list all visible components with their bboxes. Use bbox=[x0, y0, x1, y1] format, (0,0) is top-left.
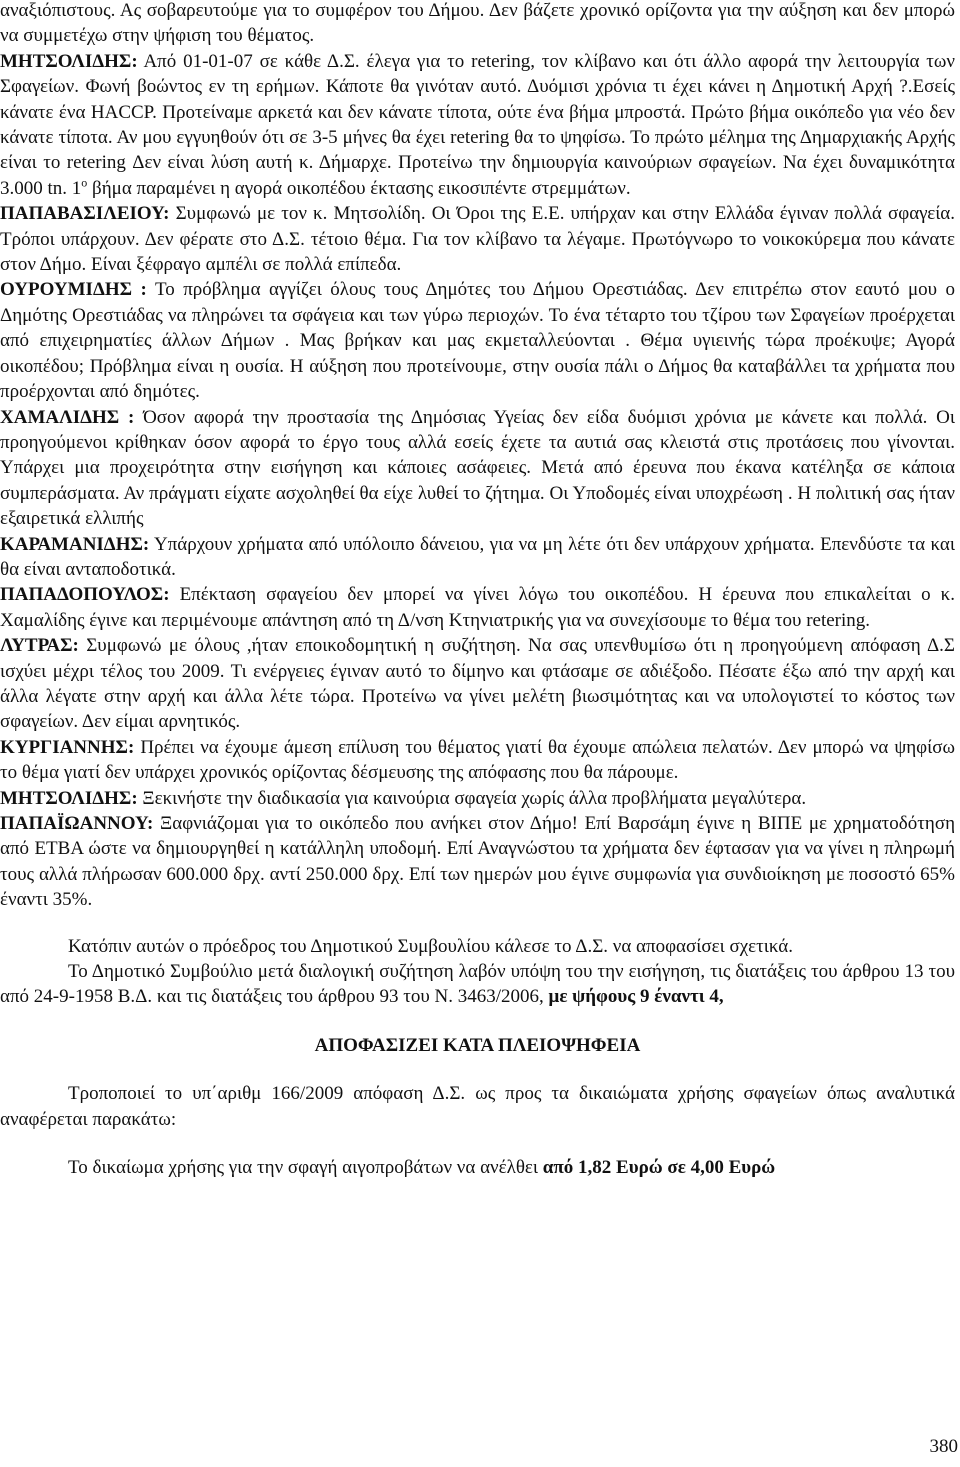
paragraph-karamanidis bbox=[0, 532, 955, 583]
spacer bbox=[0, 1010, 955, 1033]
paragraph-mitsolidis-2 bbox=[0, 786, 955, 811]
paragraph-text: Το πρόβλημα αγγίζει όλους τους Δημότες του Δήμου Ορεστιάδας. Δεν επιτρέπω στον εαυτό μου ο Δημότης Ορεστιάδας να πληρώνει τα σφάγεια και των γύρω περιοχών. Το ένα τέταρτο του τζίρου των Σφαγείων προέρχεται από επιχειρηματίες άλλων Δήμων . Μας βρήκαν και μας εκμεταλλεύονται . Θέμα υγιεινής τώρα προέκυψε; Αγορά οικοπέδου; Πρόβλημα είναι η ουσία. Η αύξηση που προτείνουμε, στην ουσία πάλι ο Δήμος θα καταβάλλει τα χρήματα που προέρχονται από δημότες. bbox=[0, 279, 955, 403]
paragraph-text: Πρέπει να έχουμε άμεση επίλυση του θέματος γιατί θα έχουμε απώλεια πελατών. Δεν μπορώ να ψηφίσω το θέμα γιατί δεν υπάρχει χρονικός ορίζοντας δέσμευσης της απόφασης που θα πάρουμε. bbox=[0, 736, 956, 784]
vote-count: με ψήφους 9 έναντι 4, bbox=[543, 986, 724, 1008]
paragraph-papavasileiou bbox=[0, 201, 955, 277]
speaker-name: ΠΑΠΑΒΑΣΙΛΕΙΟΥ: bbox=[0, 203, 170, 225]
spacer bbox=[0, 1058, 955, 1081]
speaker-name: ΚΥΡΓΙΑΝΝΗΣ: bbox=[0, 736, 135, 758]
decision-heading: ΑΠΟΦΑΣΙΖΕΙ ΚΑΤΑ ΠΛΕΙΟΨΗΦΕΙΑ bbox=[314, 1034, 641, 1056]
paragraph-lytras bbox=[0, 633, 955, 735]
paragraph-mitsolidis-1 bbox=[0, 49, 955, 201]
paragraph-kyrgiannis bbox=[0, 735, 955, 786]
speaker-name: ΚΑΡΑΜΑΝΙΔΗΣ: bbox=[0, 533, 150, 555]
paragraph-text: Επέκταση σφαγείου δεν μπορεί να γίνει λόγω του οικοπέδου. Η έρευνα που επικαλείται ο κ. Χαμαλίδης έγινε και περιμένουμε απάντηση από τη Δ/νση Κτηνιατρικής για να συνεχίσουμε το θέμα του retering. bbox=[0, 584, 956, 631]
decision-fee bbox=[0, 1155, 955, 1180]
spacer bbox=[0, 1132, 955, 1155]
paragraph-text: αναξιόπιστους. Ας σοβαρευτούμε για το συμφέρον του Δήμου. Δεν βάζετε χρονικό ορίζοντα για την αύξηση και δεν μπορώ να συμμετέχω στην ψήφιση του θέματος. bbox=[0, 0, 955, 47]
resolution-basis-text: Το Δημοτικό Συμβούλιο μετά διαλογική συζήτηση λαβόν υπόψη του την εισήγηση, τις διατάξεις του άρθρου 13 του από 24-9-1958 Β.Δ. και τις διατάξεις του άρθρου 93 του Ν. 3463/2006, bbox=[0, 961, 955, 1008]
paragraph-text: Συμφωνώ με τον κ. Μητσολίδη. Οι Όροι της Ε.Ε. υπήρχαν και στην Ελλάδα έγιναν πολλά σφαγεία. Τρόποι υπάρχουν. Δεν φέρατε στο Δ.Σ. τέτοιο θέμα. Για τον κλίβανο τα λέγαμε. Πρωτόγνωρο το νοικοκύρεμα που κάνατε στον Δήμο. Είναι ξέφραγο αμπέλι σε πολλά επίπεδα. bbox=[0, 203, 956, 276]
speaker-name: ΧΑΜΑΛΙΔΗΣ : bbox=[0, 406, 135, 428]
paragraph-text-tail: βήμα παραμένει η αγορά οικοπέδου έκτασης εικοσιπέντε στρεμμάτων. bbox=[87, 177, 631, 199]
paragraph-chamalidis bbox=[0, 405, 955, 532]
speaker-name: ΜΗΤΣΟΛΙΔΗΣ: bbox=[0, 50, 138, 72]
paragraph-text: Ξαφνιάζομαι για το οικόπεδο που ανήκει στον Δήμο! Επί Βαρσάμη έγινε η ΒΙΠΕ με χρηματοδότηση από ΕΤΒΑ ώστε να δημιουργηθεί η κατάλληλη υποδομή. Επί Αναγνώστου τα χρήματα δεν έφτασαν για να γίνει η πληρωμή τους αλλά πλήρωσαν 600.000 δρχ. αντί 250.000 δρχ. Επί των ημερών μου έγινε συμφωνία για συνδιοίκηση με ποσοστό 65% έναντι 35%. bbox=[0, 813, 956, 911]
ordinal-superscript: ο bbox=[81, 175, 88, 190]
speaker-name: ΟΥΡΟΥΜΙΔΗΣ : bbox=[0, 279, 147, 301]
paragraph-text: Από 01-01-07 σε κάθε Δ.Σ. έλεγα για το retering, τον κλίβανο και ότι άλλο αφορά την λειτουργία των Σφαγείων. Φωνή βοώντος εν τη ερήμων. Κάποτε θα γινόταν αυτό. Δυόμισι χρόνια τι έχει κάνει η Δημοτική Αρχή ?.Εσείς κάνατε ένα HACCP. Προτείναμε αρκετά και δεν κάνατε τίποτα, ούτε ένα βήμα μπροστά. Πρώτο βήμα οικόπεδο για νέο δεν κάνατε τίποτα. Αν μου εγγυηθούν ότι σε 3-5 μήνες θα έχει retering θα το ψηφίσω. Το πρώτο μέλημα της Δημαρχιακής Αρχής είναι το retering Δεν είναι λύση αυτή κ. Δήμαρχε. Προτείνω την δημιουργία καινούριων σφαγείων. Να έχει δυναμικότητα 3.000 tn. 1 bbox=[0, 50, 956, 199]
fee-amount: από 1,82 Ευρώ σε 4,00 Ευρώ bbox=[542, 1157, 776, 1179]
spacer bbox=[0, 913, 955, 934]
paragraph-text: Συμφωνώ με όλους ,ήταν εποικοδομητική η συζήτηση. Να σας υπενθυμίσω ότι η προηγούμενη απόφαση Δ.Σ ισχύει μέχρι τέλος του 2009. Τι ενέργειες έγιναν αυτό το δίμηνο και φτάσαμε σε αδιέξοδο. Πέσατε έξω από την αρχή και άλλα λέγατε στην αρχή και άλλα λέτε τώρα. Προτείνω να γίνει μελέτη βιωσιμότητας και να υπολογιστεί το κόστος των σφαγείων. Δεν είμαι αρνητικός. bbox=[0, 635, 955, 733]
paragraph-text: Όσον αφορά την προστασία της Δημόσιας Υγείας δεν είδα δυόμισι χρόνια με κάνετε και πολλά. Οι προηγούμενοι κρίθηκαν όσον αφορά το έργο τους αλλά εσείς έχετε τα αυτιά σας κλειστά στις προτάσεις που γίνονται. Υπάρχει μια προχειρότητα στην εισήγηση και κάποιες ασάφειες. Μετά από έρευνα που έκανα κατέληξα σε κάποια συμπεράσματα. Αν πράγματι είχατε ασχοληθεί θα είχε λυθεί το ζήτημα. Οι Υποδομές είναι υποχρέωση . Η πολιτική σας ήταν εξαιρετικά ελλιπής bbox=[0, 406, 955, 530]
decision-amendment: Τροποποιεί το υπ΄αριθμ 166/2009 απόφαση Δ.Σ. ως προς τα δικαιώματα χρήσης σφαγείων όπως αναλυτικά αναφέρεται παρακάτω: bbox=[0, 1083, 955, 1130]
paragraph-text: Υπάρχουν χρήματα από υπόλοιπο δάνειου, για να μη λέτε ότι δεν υπάρχουν χρήματα. Επενδύστε τα και θα είναι ανταποδοτικά. bbox=[0, 533, 956, 580]
paragraph-intro bbox=[0, 0, 955, 49]
page-number: 380 bbox=[929, 1436, 958, 1457]
speaker-name: ΛΥΤΡΑΣ: bbox=[0, 635, 79, 657]
speaker-name: ΠΑΠΑΪΩΑΝΝΟΥ: bbox=[0, 813, 154, 834]
paragraph-text: Ξεκινήστε την διαδικασία για καινούρια σφαγεία χωρίς άλλα προβλήματα μεγαλύτερα. bbox=[142, 787, 807, 809]
paragraph-papadopoulos bbox=[0, 582, 955, 633]
speaker-name: ΜΗΤΣΟΛΙΔΗΣ: bbox=[0, 787, 138, 809]
paragraph-ouroumidis bbox=[0, 277, 955, 404]
speaker-name: ΠΑΠΑΔΟΠΟΥΛΟΣ: bbox=[0, 584, 170, 606]
paragraph-papaioannou bbox=[0, 811, 955, 913]
fee-text: Το δικαίωμα χρήσης για την σφαγή αιγοπροβάτων να ανέλθει bbox=[68, 1157, 543, 1179]
resolution-call: Κατόπιν αυτών ο πρόεδρος του Δημοτικού Συμβουλίου κάλεσε το Δ.Σ. να αποφασίσει σχετικά. bbox=[68, 935, 793, 957]
resolution-basis bbox=[0, 959, 955, 1010]
